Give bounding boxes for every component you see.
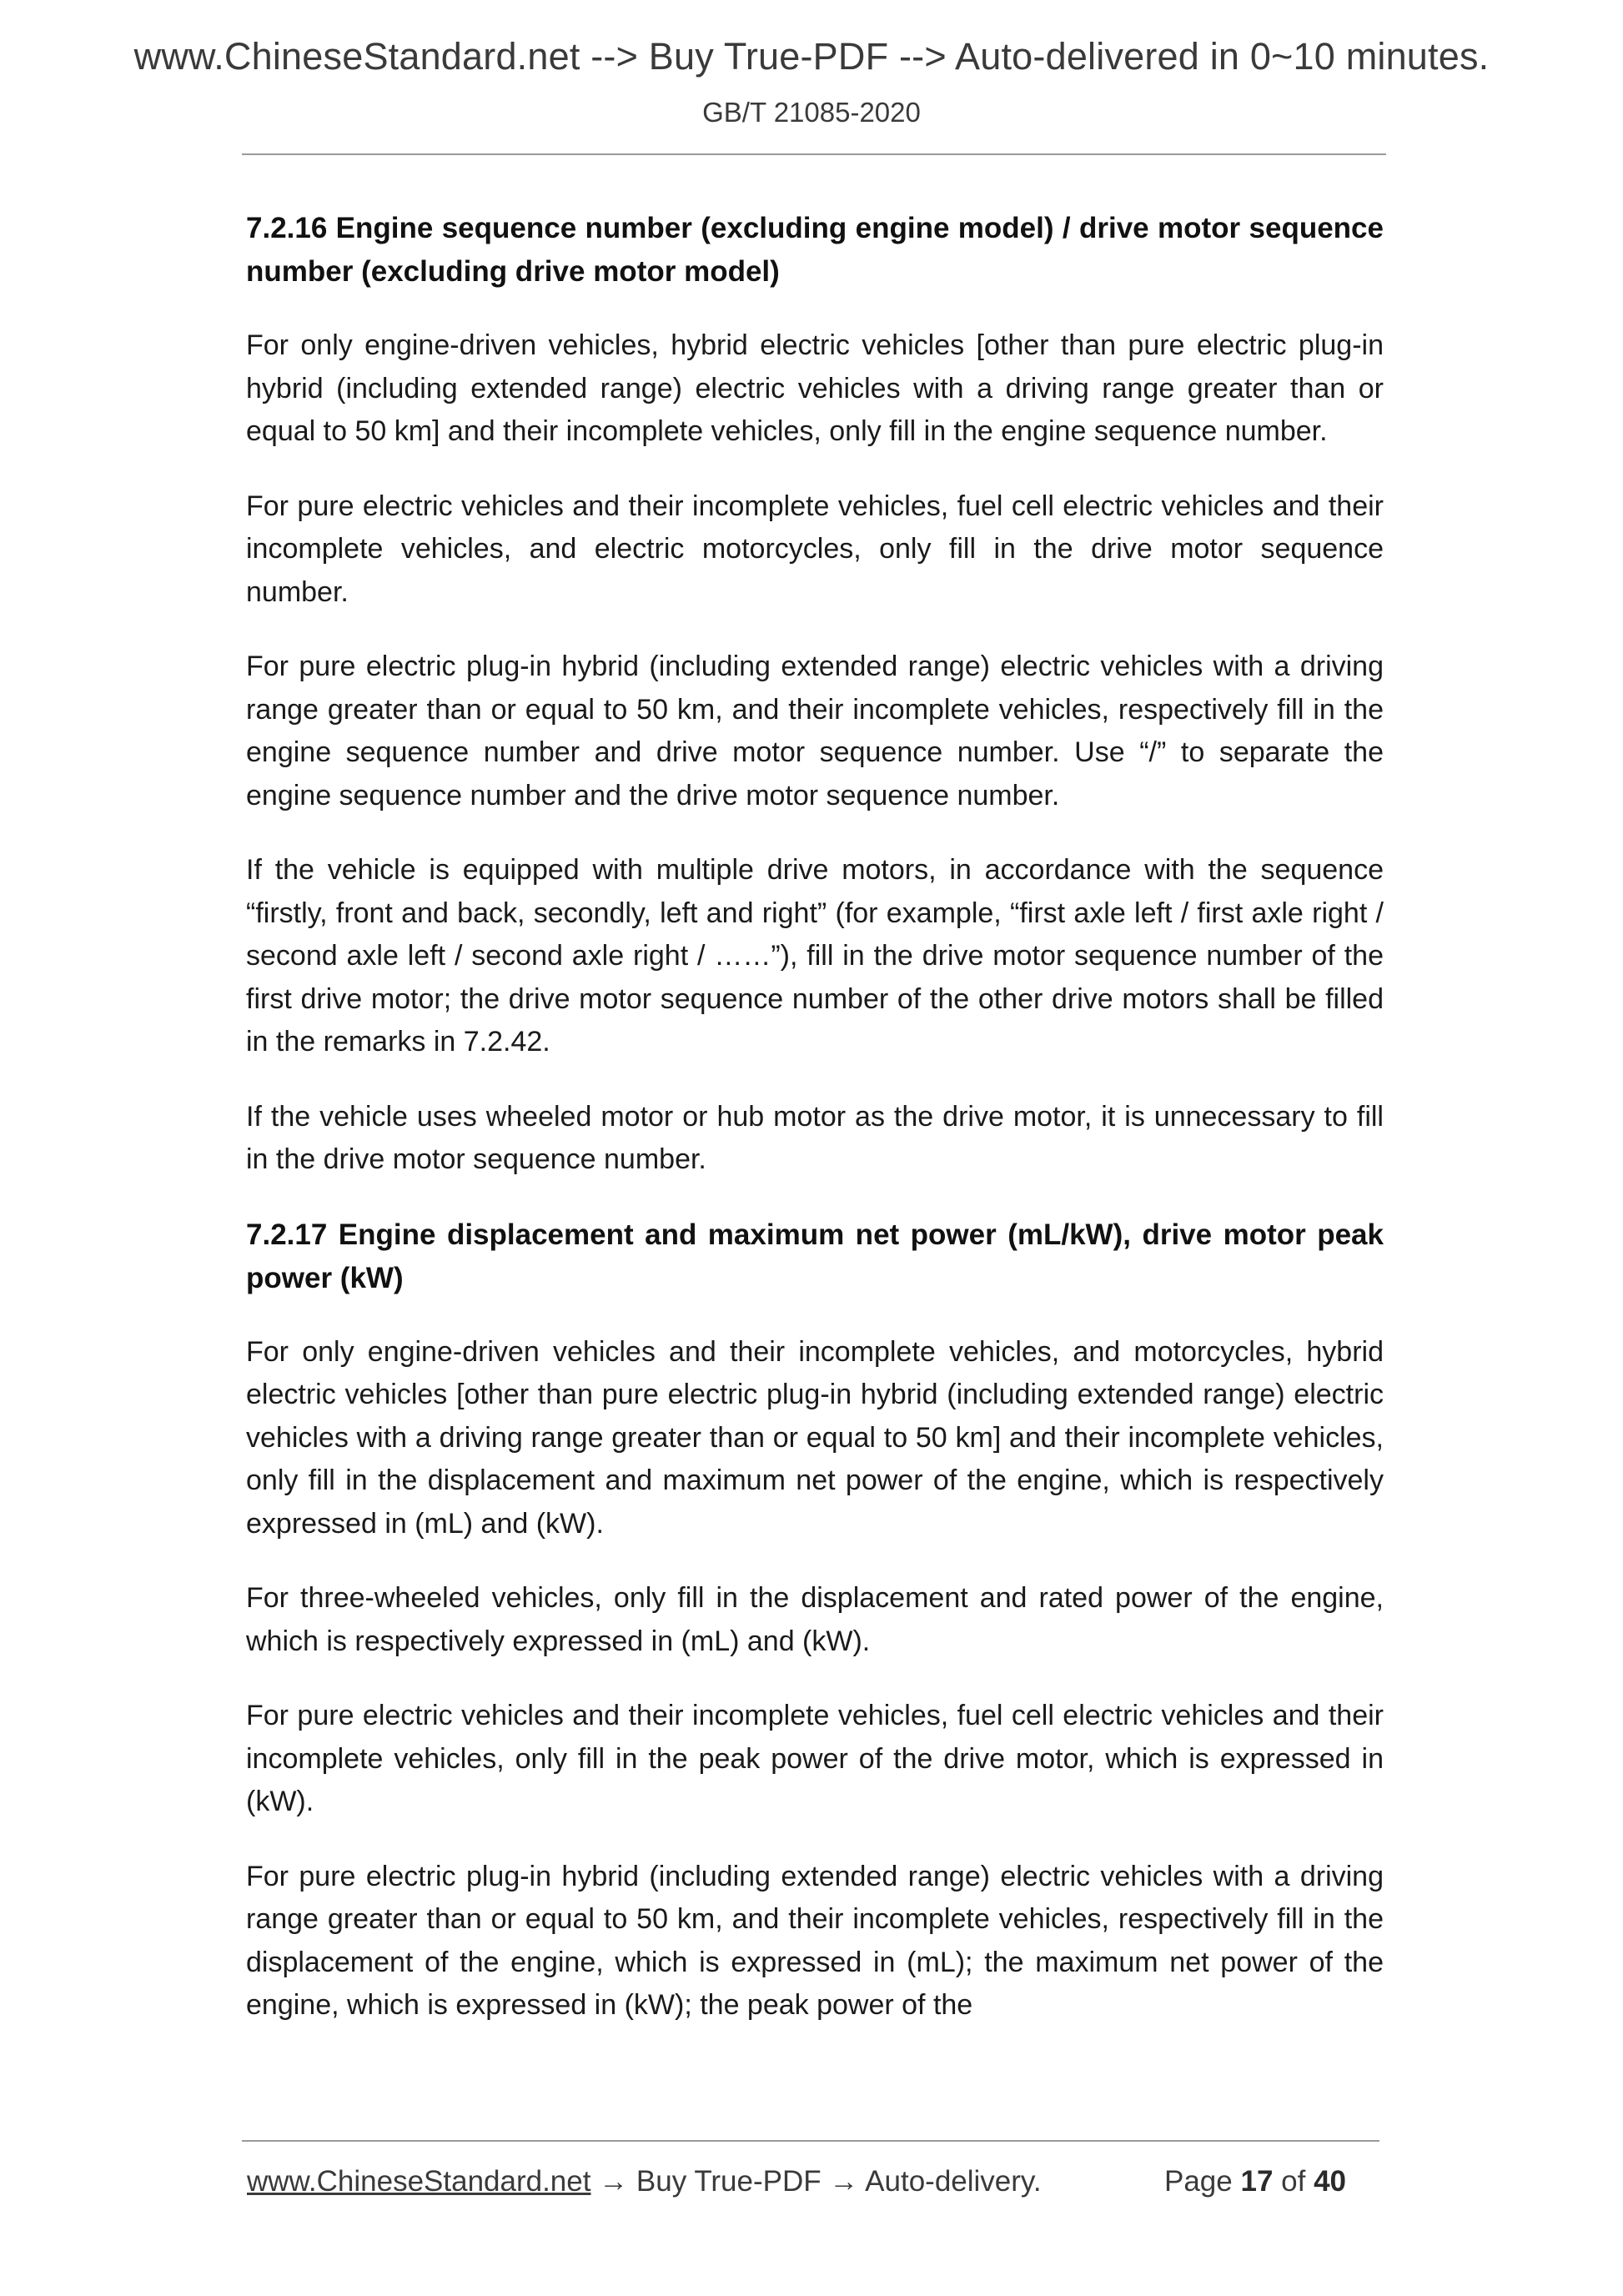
- section-7-2-16: [246, 207, 1384, 1182]
- paragraph: If the vehicle uses wheeled motor or hub motor as the drive motor, it is unnecessary to fill in the drive motor sequence number.: [246, 1100, 1384, 1175]
- section-heading: 7.2.16 Engine sequence number (excluding engine model) / drive motor sequence number (excluding drive motor model): [246, 212, 1384, 288]
- paragraph: For pure electric vehicles and their incomplete vehicles, fuel cell electric vehicles and their incomplete vehicles, only fill in the peak power of the drive motor, which is expressed in (kW).: [246, 1700, 1384, 1817]
- footer-site-link[interactable]: www.ChineseStandard.net: [247, 2165, 591, 2198]
- document-code: GB/T 21085-2020: [702, 97, 921, 128]
- footer-promo: [247, 2165, 1042, 2198]
- paragraph: For pure electric plug-in hybrid (including extended range) electric vehicles with a driving range greater than or equal to 50 km, and their incomplete vehicles, respectively fill in the displacement of the engine, which is expressed in (mL); the maximum net power of the engine, which is expressed in (kW); the peak power of the: [246, 1860, 1384, 2021]
- paragraph: For only engine-driven vehicles, hybrid electric vehicles [other than pure electric plug-in hybrid (including extended range) electric vehicles with a driving range greater than or equal to 50 km] and their incomplete vehicles, only fill in the engine sequence number.: [246, 329, 1384, 447]
- paragraph: If the vehicle is equipped with multiple drive motors, in accordance with the sequence “firstly, front and back, secondly, left and right” (for example, “first axle left / first axle right / second axle left / second axle right / ……”), fill in the drive motor sequence number of the first drive motor; the drive motor sequence number of the other drive motors shall be filled in the remarks in 7.2.42.: [246, 854, 1384, 1058]
- page-of-label: of: [1281, 2165, 1306, 2198]
- section-7-2-17: [246, 1213, 1384, 2027]
- page-number: 17: [1240, 2165, 1274, 2198]
- page-indicator: [1164, 2165, 1346, 2198]
- paragraph: For pure electric plug-in hybrid (including extended range) electric vehicles with a driving range greater than or equal to 50 km, and their incomplete vehicles, respectively fill in the engine sequence number and drive motor sequence number. Use “/” to separate the engine sequence number and the drive motor sequence number.: [246, 651, 1384, 811]
- document-body: [246, 207, 1384, 2059]
- footer-divider: [242, 2140, 1379, 2142]
- top-banner: www.ChineseStandard.net --> Buy True-PDF --> Auto-delivered in 0~10 minutes.: [133, 35, 1490, 78]
- header-divider: [242, 153, 1386, 155]
- page-total: 40: [1314, 2165, 1347, 2198]
- paragraph: For three-wheeled vehicles, only fill in the displacement and rated power of the engine, which is respectively expressed in (mL) and (kW).: [246, 1582, 1384, 1657]
- paragraph: For only engine-driven vehicles and their incomplete vehicles, and motorcycles, hybrid electric vehicles [other than pure electric plug-in hybrid (including extended range) electric vehicles with a driving range greater than or equal to 50 km] and their incomplete vehicles, only fill in the displacement and maximum net power of the engine, which is respectively expressed in (mL) and (kW).: [246, 1335, 1384, 1540]
- section-heading: 7.2.17 Engine displacement and maximum net power (mL/kW), drive motor peak power (kW): [246, 1218, 1384, 1294]
- page-label: Page: [1164, 2165, 1233, 2198]
- paragraph: For pure electric vehicles and their incomplete vehicles, fuel cell electric vehicles and their incomplete vehicles, and electric motorcycles, only fill in the drive motor sequence number.: [246, 490, 1384, 608]
- footer-promo-text: → Buy True-PDF → Auto-delivery.: [590, 2165, 1042, 2198]
